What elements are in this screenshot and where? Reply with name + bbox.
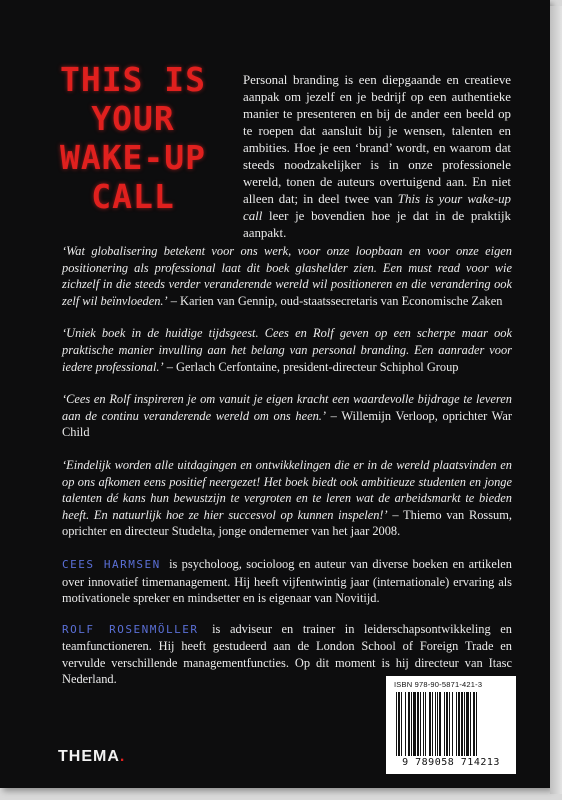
quote-author: – Willemijn Verloop, oprichter War Child xyxy=(62,408,512,440)
barcode-bar xyxy=(411,692,412,756)
barcode-bar xyxy=(444,692,445,756)
quote-text: ‘Cees en Rolf inspireren je om vanuit je eigen kracht een waardevolle bijdrage te leveren aan de continu veranderende wereld om ons heen.’ xyxy=(62,392,512,423)
quote-text: ‘Uniek boek in de huidige tijdsgeest. Cees en Rolf geven op een scherpe maar ook praktische manier invulling aan het belang van personal branding. Een aanrader voor iedere professional.’ xyxy=(62,326,512,374)
barcode-bar xyxy=(425,692,426,756)
isbn-label: ISBN 978-90-5871-421-3 xyxy=(394,680,483,689)
barcode-bar xyxy=(408,692,410,756)
title-line: WAKE-UP xyxy=(59,138,207,177)
quote-text: ‘Eindelijk worden alle uitdagingen en ontwikkelingen die er in de wereld plaatsvinden en op ons afkomen eens positief neergezet! Het boek biedt ook ambitieuze studenten en jonge talenten dé kans hun bewustzijn te vergroten en te leren wat de arbeidsmarkt te bieden heeft. En natuurlijk hoe ze hier succesvol op kunnen inspelen!’ xyxy=(62,457,512,522)
barcode-bar xyxy=(435,692,436,756)
barcode-bar xyxy=(437,692,438,756)
quote-author: – Gerlach Cerfontaine, president-directeur Schiphol Group xyxy=(163,359,459,374)
barcode-bar xyxy=(405,692,406,756)
quote-author: – Thiemo van Rossum, oprichter en directeur Studelta, jonge ondernemer van het jaar 2008. xyxy=(62,507,512,539)
barcode-bar xyxy=(466,692,469,756)
title-line: THIS IS xyxy=(59,60,207,99)
author-name: CEES HARMSEN xyxy=(62,557,161,571)
author-bio-text: is adviseur en trainer in leiderschapsontwikkeling en teamfunctioneren. Hij heeft gestudeerd aan de London School of Foreign Trade en vervulde verschillende managementfuncties. Op dit moment is hij directeur van Itasc Nederland. xyxy=(62,621,512,687)
intro-paragraph xyxy=(243,72,511,242)
endorsement-quote xyxy=(62,325,512,375)
barcode-bar xyxy=(461,692,463,756)
endorsement-quote xyxy=(62,243,512,309)
barcode-bar xyxy=(470,692,471,756)
quote-author: – Karien van Gennip, oud-staatssecretaris van Economische Zaken xyxy=(167,293,503,308)
publisher-dot: . xyxy=(119,748,126,765)
barcode-bar xyxy=(449,692,450,756)
intro-book-title: This is your wake-up call xyxy=(243,192,512,223)
barcode-bar xyxy=(423,692,424,756)
barcode-bar xyxy=(417,692,419,756)
barcode-bar xyxy=(413,692,416,756)
barcode-bar xyxy=(396,692,397,756)
publisher-logo xyxy=(58,748,125,766)
barcode-bar xyxy=(464,692,465,756)
barcode-bar xyxy=(473,692,475,756)
author-name: ROLF ROSENMÖLLER xyxy=(62,622,199,636)
barcode-bar xyxy=(458,692,460,756)
title-line: CALL xyxy=(91,177,175,216)
endorsement-quote xyxy=(62,457,512,540)
endorsement-quote xyxy=(62,391,512,441)
barcode-icon xyxy=(396,692,508,756)
barcode-bar xyxy=(456,692,457,756)
author-bio xyxy=(62,556,512,607)
barcode-bar xyxy=(452,692,453,756)
barcode-bar xyxy=(439,692,441,756)
barcode-bar xyxy=(420,692,421,756)
barcode-bar xyxy=(429,692,431,756)
endorsements xyxy=(62,243,512,702)
ean-number: 9 789058 714213 xyxy=(402,757,500,768)
publisher-name: THEMA xyxy=(58,748,120,765)
barcode-box xyxy=(386,676,516,774)
barcode-bar xyxy=(398,692,400,756)
intro-text-end: leer je bovendien hoe je dat in de praktijk aanpakt. xyxy=(243,209,511,240)
title-line: YOUR xyxy=(91,99,175,138)
barcode-bar xyxy=(476,692,477,756)
barcode-bar xyxy=(401,692,402,756)
barcode-bar xyxy=(446,692,448,756)
author-bio-text: is psycholoog, socioloog en auteur van diverse boeken en artikelen over innovatief timemanagement. Hij heeft vijfentwintig jaar (internationale) ervaring als motivationele spreker en mindsetter en is eigenaar van Novitijd. xyxy=(62,556,512,606)
cover-title xyxy=(38,60,228,216)
barcode-bar xyxy=(432,692,433,756)
intro-text: Personal branding is een diepgaande en creatieve aanpak om jezelf en je bedrijf op een authentieke manier te presenteren en bij de ander een beeld op te roepen dat aansluit bij je wensen, talenten en ambities. Hoe je een ‘brand’ wordt, en waarom dat steeds noodzakelijker is in onze professionele wereld, tonen de auteurs overtuigend aan. En niet alleen dat; in deel twee van xyxy=(243,73,511,206)
quote-text: ‘Wat globalisering betekent voor ons werk, voor onze loopbaan en voor onze eigen positionering als professional laat dit boek glashelder zien. Een must read voor wie zichzelf in die steeds verder veranderende wereld wil positioneren en die verandering ook zelf wil beïnvloeden.’ xyxy=(62,244,512,308)
